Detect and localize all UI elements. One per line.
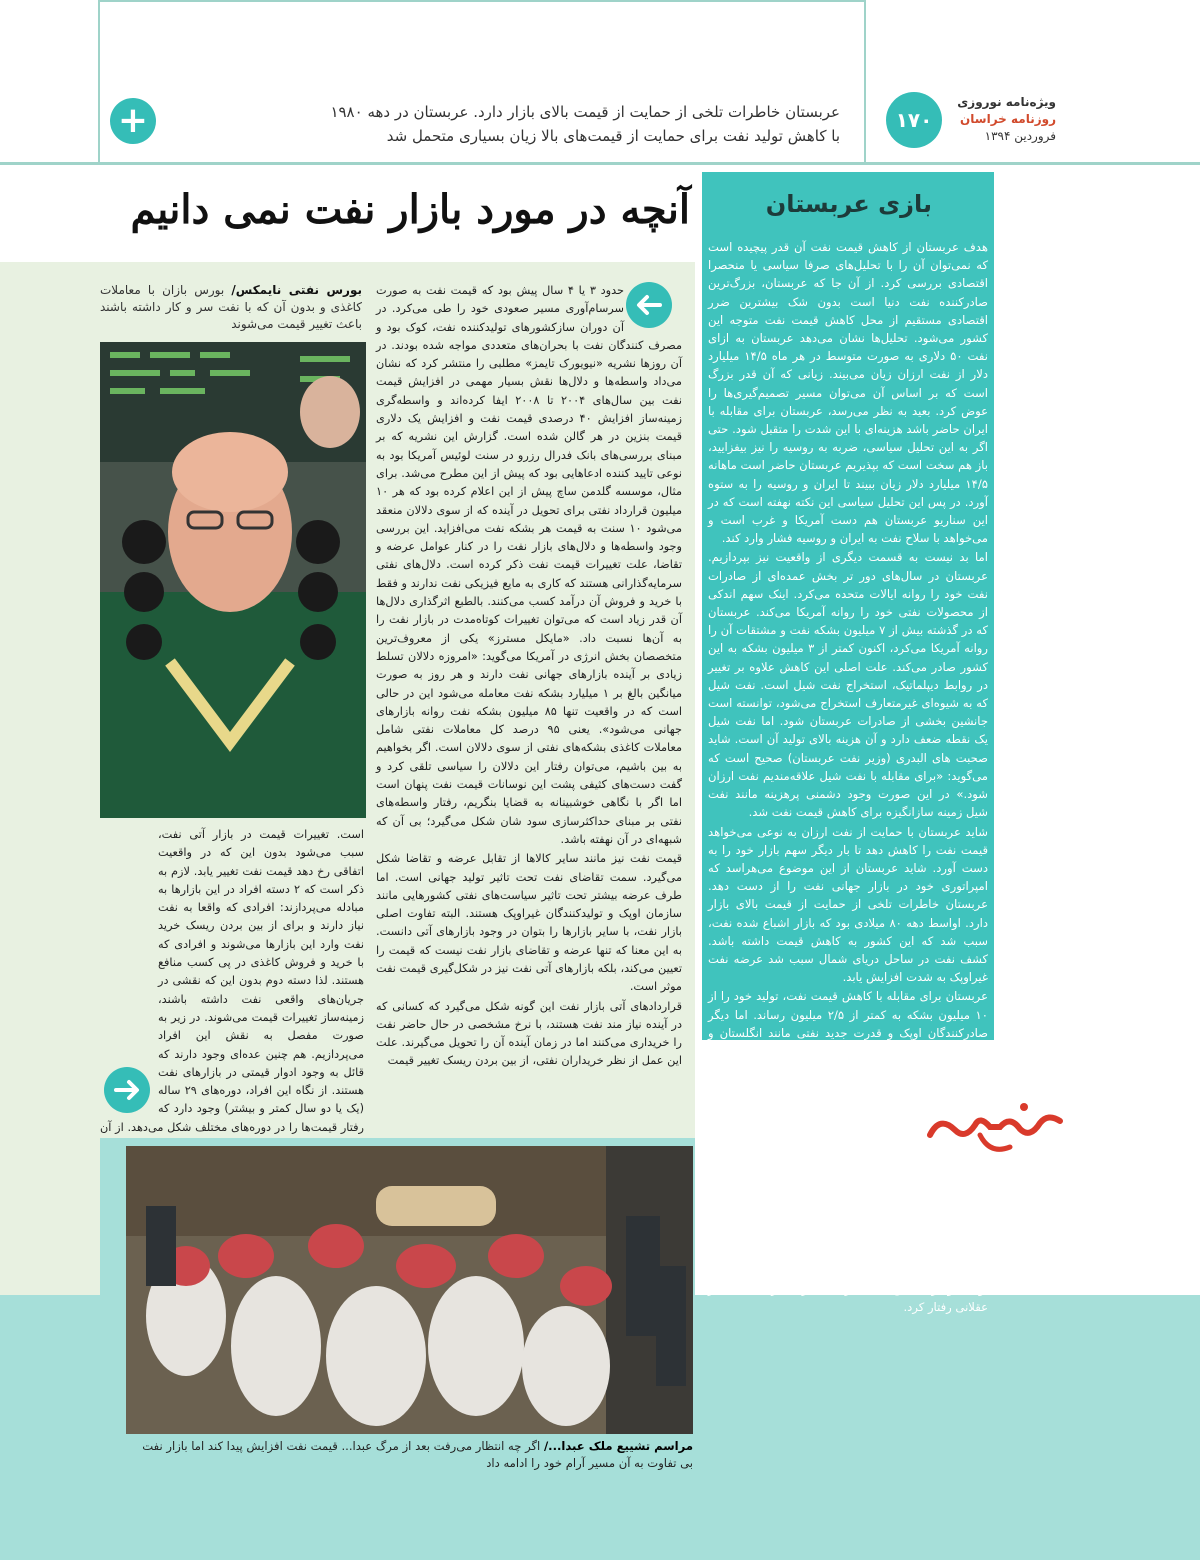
frame-line-right bbox=[864, 0, 866, 165]
page-number: ۱۷۰ bbox=[895, 108, 933, 132]
frame-line-left bbox=[98, 0, 100, 165]
trader-photo bbox=[100, 342, 366, 818]
article-title: آنچه در مورد بازار نفت نمی دانیم bbox=[130, 186, 690, 233]
header-teaser bbox=[175, 100, 840, 148]
page-number-badge bbox=[886, 92, 942, 148]
body-paragraph: است. تغییرات قیمت در بازار آتی نفت، سبب می‌شود بدون این که در واقعیت اتفاقی رخ دهد قیمت نفت تغییر یابد. لازم به ذکر است که ۲ دسته افراد در این بازارها به مبادله می‌پردازند: افرادی که واقعا به نفت نیاز دارند و برای از بین بردن ریسک خرید نفت وارد این بازارها می‌شوند و افرادی که با خرید و فروش کاغذی در پی کسب منافع هستند. لذا دسته دوم بدون این که نقشی در جریان‌های واقعی نفت داشته باشند، زمینه‌ساز تغییرات قیمت می‌شوند. در زیر به صورت مفصل به نقش این افراد می‌پردازیم. هم چنین عده‌ای وجود دارند که قائل به وجود ادوار قیمتی در بازارهای نفت هستند. از نگاه این افراد، دوره‌های ۲۹ ساله (یک یا دو سال کمتر و بیشتر) وجود دارد که رفتار قیمت‌ها را در دوره‌های مختلف شکل می‌دهد. از آن bbox=[100, 828, 364, 1134]
photo-caption-top bbox=[100, 282, 362, 333]
arrow-right-glyph bbox=[114, 1079, 140, 1101]
frame-line-header bbox=[0, 162, 1200, 165]
sidebar-paragraph: هدف عربستان از کاهش قیمت نفت آن قدر پیچیده است که نمی‌توان آن را با تحلیل‌های صرفا سیاسی یا منحصرا اقتصادی بررسی کرد. از آن جا که عربستان، بزرگ‌ترین صادرکننده نفت دنیا است بدون شک بیشترین ضرر اقتصادی مستقیم از محل کاهش قیمت نفت متوجه این کشور می‌شود. تحلیل‌ها نشان می‌دهد عربستان به ازای نفت ۵۰ دلاری به صورت متوسط در هر ماه ۱۴/۵ میلیارد دلار از نفت ارزان زیان می‌بیند. زیانی که آن قدر بزرگ است که بر اساس آن می‌توان مسیر تصمیم‌گیری‌ها را عوض کرد. بعید به نظر می‌رسد، عربستان برای مقابله با ایران حاضر باشد هزینه‌ای با این شدت را متقبل شود. حتی اگر به این تحلیل سیاسی، ضربه به روسیه را نیز بیفزایید، باز هم سخت است که بپذیریم عربستان حاضر است ماهانه ۱۴/۵ میلیارد دلار زیان ببیند تا ایران و روسیه را به ستوه آورد. در پس این تحلیل سیاسی این نکته نهفته است که در این سناریو عربستان هم دست آمریکا و غرب است و می‌خواهد با سلاح نفت به ایران و روسیه فشار وارد کند. bbox=[708, 240, 988, 546]
plus-icon[interactable]: + bbox=[110, 98, 156, 144]
body-paragraph: قراردادهای آتی بازار نفت این گونه شکل می‌گیرد که کسانی که در آینده نیاز مند نفت هستند، با نرخ مشخصی در حال حاضر نفت را خریداری می‌کنند اما در زمان آینده آن را تحویل می‌گیرند. علت این عمل از نظر خریداران نفتی، از بین بردن ریسک تغییر قیمت bbox=[376, 999, 682, 1068]
sidebar-paragraph: اما بد نیست به قسمت دیگری از واقعیت نیز بپردازیم. عربستان در سال‌های دور تر بخش عمده‌ای از صادرات نفت خود را روانه ایالات متحده می‌کرد. اینک سهم اندکی از محصولات نفتی خود را روانه آمریکا می‌کند. عربستان که در گذشته بیش از ۷ میلیون بشکه نفت و مشتقات آن را روانه آمریکا می‌کرد، اکنون کمتر از ۳ میلیون بشکه به این کشور صادر می‌کند. علت اصلی این کاهش علاوه بر تغییر در روابط دیپلماتیک، استخراج نفت شیل است. نفت شیل که به شیوه‌ای غیرمتعارف استخراج می‌شود، توانسته است جانشین بخشی از صادرات عربستان شود. اما نفت شیل یک نقطه ضعف دارد و آن هزینه بالای تولید آن است. شاید صحبت های البدری (وزیر نفت عربستان) صحیح است که می‌گوید: «برای مقابله با نفت شیل علاقه‌مندیم نفت ارزان شود.» در این صورت وجود دشمنی پرهزینه مانند نفت شیل زمینه سازانگیزه برای کاهش قیمت نفت شد. bbox=[708, 550, 988, 820]
arrow-left-icon[interactable] bbox=[626, 282, 672, 328]
supplement-name: ویژه‌نامه نوروزی bbox=[957, 95, 1056, 109]
funeral-photo-caption bbox=[126, 1438, 693, 1472]
sidebar-paragraph: عربستان برای مقابله با کاهش قیمت نفت، تولید خود را از ۱۰ میلیون بشکه به کمتر از ۲/۵ میلیون رساند. اما دیگر صادرکنندگان اوپک و قدرت جدید نفتی مانند انگلستان و نروژ، از این استراتژی تبعیت نکردند و قیمت نفت از بشکه‌ای ۳۵ دلار به ۱۰ دلار رسید. در پی این فعل و انفعالات، عربستان سعودی ۱۶ سال با کسری بودجه مواجه شد و به واقع بزرگ‌ترین بازنده آن دوران نام گرفت. شاید عربستان از خاطرات تلخ آن روزها درس گرفته است و این بار با طناب پوسیده کشورهای اوپک به ته چاه نمی‌رود. bbox=[708, 989, 989, 1149]
sidebar-paragraph: شاید عربستان با حمایت از نفت ارزان به نوعی می‌خواهد قیمت نفت را کاهش دهد تا بار دیگر سهم بازار خود را به دست آورد. شاید عربستان از این موضوع می‌هراسد که امپراتوری خود در بازار جهانی نفت را از دست دهد. عربستان خاطرات تلخی از حمایت از قیمت بالای بازار دارد. اواسط دهه ۸۰ میلادی بود که بازار اشباع شده نفت، سبب شد که این کشور به کاهش قیمت داشته باشد. کشف نفت در ساحل دریای شمال سبب شد عرضه نفت غیراوپک به شدت افزایش یابد. bbox=[708, 824, 988, 985]
caption-text: اگر چه انتظار می‌رفت بعد از مرگ عبدا... قیمت نفت افزایش پیدا کند اما بازار نفت بی تفاوت به آن مسیر آرام خود را ادامه داد bbox=[142, 1439, 693, 1470]
arrow-right-icon[interactable] bbox=[104, 1067, 150, 1113]
caption-title: مراسم تشییع ملک عبدا.../ bbox=[543, 1439, 693, 1453]
caption-title: بورس نفتی نایمکس/ bbox=[231, 283, 362, 297]
sidebar-paragraph: حفظ سهم بازار، جلوگیری از پیشرفت صنعت نفت شیل، فشار بر ایران و روسیه آن قدرها ارزشمند است تا این کشور هزینه ۱۴/۵ میلیارد دلاری ماهانه را به جان بخرد. در پایان باید گفت نگاه یک وجهی و سیاست‌زده به موضوع کاهش قیمت نفت می‌تواند زیان‌های فراوانی را بر کشور تحمیل کند. حتی اگر روسیه و ایران نبودند و ملاحظات سیاسی نقشی نداشتند، باز هم به نفع عربستان بود که تولید خود را کاهش ندهد. عربستان از منظر اقتصادی نیز عقلانی رفتار کرد. bbox=[708, 1154, 988, 1314]
sidebar-body bbox=[708, 238, 989, 1314]
arrow-left-glyph bbox=[636, 294, 662, 316]
middle-column bbox=[376, 282, 682, 1117]
frame-line-top bbox=[98, 0, 866, 2]
newspaper-name: روزنامه خراسان bbox=[960, 112, 1056, 126]
khorasan-logo bbox=[920, 1085, 1070, 1165]
funeral-photo bbox=[126, 1146, 693, 1434]
publication-info bbox=[946, 94, 1056, 145]
teaser-line-1: عربستان خاطرات تلخی از حمایت از قیمت بالای بازار دارد. عربستان در دهه ۱۹۸۰ bbox=[330, 103, 840, 121]
body-paragraph: قیمت نفت نیز مانند سایر کالاها از تقابل عرضه و تقاضا شکل می‌گیرد. سمت تقاضای نفت تحت تاثیر تولید جهانی است. اما طرف عرضه بیشتر تحت تاثیر سیاست‌های نفتی کشورهایی مانند سازمان اوپک و تولیدکنندگان غیراوپک هستند. البته تفاوت اصلی بازار نفت، با سایر بازارها را بتوان در وجود بازارهای آتی دانست. به این معنا که تنها عرضه و تقاضای بازار نفت نیست که قیمت را تعیین می‌کند، بلکه بازارهای آتی نفت نیز در شکل‌گیری قیمت نفت موثر است. bbox=[376, 852, 682, 994]
teaser-line-2: با کاهش تولید نفت برای حمایت از قیمت‌های بالا زیان بسیاری متحمل شد bbox=[386, 127, 840, 145]
issue-date: فروردین ۱۳۹۴ bbox=[984, 129, 1056, 143]
sidebar-title: بازی عربستان bbox=[765, 190, 932, 218]
caption-text: بورس بازان با معاملات کاغذی و بدون آن که با نفت سر و کار داشته باشند باعث تغییر قیمت می‌شوند bbox=[100, 283, 362, 331]
body-paragraph: حدود ۳ یا ۴ سال پیش بود که قیمت نفت به صورت سرسام‌آوری مسیر صعودی خود را طی می‌کرد. در آن دوران سازکشورهای تولیدکننده نفت، کوک بود و مصرف کنندگان نفت با بحران‌های متعددی مواجه شده بودند. در آن روزها نشریه «نیویورک تایمز» مطلبی را منتشر کرد که نشان می‌داد واسطه‌ها و دلال‌ها نقش بسیار مهمی در افزایش قیمت نفت بین سال‌های ۲۰۰۴ تا ۲۰۰۸ ایفا کرده‌اند و واسطه‌گری زمینه‌ساز افزایش ۴۰ درصدی قیمت نفت و افزایش یک دلاری قیمت بنزین در هر گالن شده است. گزارش این نشریه که بر مبنای بررسی‌های بانک فدرال رزرو در سنت لوئیس آمریکا بود به نوعی تایید کننده ادعاهایی بود که پیش از این مطرح می‌شد. برای مثال، موسسه گلدمن ساچ پیش از این اعلام کرده بود که هر ۱۰ میلیون قرارداد نفتی برای تحویل در آینده که از سوی دلالان منعقد می‌شود ۱۰ سنت به قیمت هر بشکه نفت می‌افزاید. این بررسی وجود واسطه‌ها و دلال‌های بازار نفت را در کنار عوامل عرضه و تقاضا، علت تغییرات قیمت نفت ذکر کرده است. دلال‌های نفتی سرمایه‌گذارانی هستند که کاری به مایع فیزیکی نفت ندارند و فقط با خرید و فروش آن درآمد کسب می‌کنند. بالطبع اثرگذاری دلال‌ها آن قدر زیاد است که می‌توان تغییرات کوتاه‌مدت در بازار نفت را به آن‌ها نسبت داد. «مایکل مسترز» یکی از معروف‌ترین متخصصان بخش انرژی در آمریکا می‌گوید: «امروزه دلالان تسلط زیادی بر آینده بازارهای جهانی نفت دارند و هر روز به صورت میانگین بالغ بر ۱ میلیارد بشکه نفت معامله می‌شود این در حالی است که در واقعیت تنها ۸۵ میلیون بشکه نفت روانه بازارهای جهانی می‌شود». یعنی ۹۵ درصد کل معاملات نفتی شامل معاملات کاغذی بشکه‌های نفتی از سوی دلالان است. اگر بخواهیم به بین باشیم، می‌توان رفتار این دلالان را سیاسی تلقی کرد و گفت دست‌های کثیفی پشت این نوسانات قیمت نفت پنهان است اما اگر با نگاهی خوشبینانه به قضایا بنگریم، رفتار واسطه‌های نفتی بر مبنای حداکثرسازی سود شان شکل می‌گیرد؛ بی آن که شبهه‌ای در آن نهفته باشد. bbox=[376, 284, 683, 846]
